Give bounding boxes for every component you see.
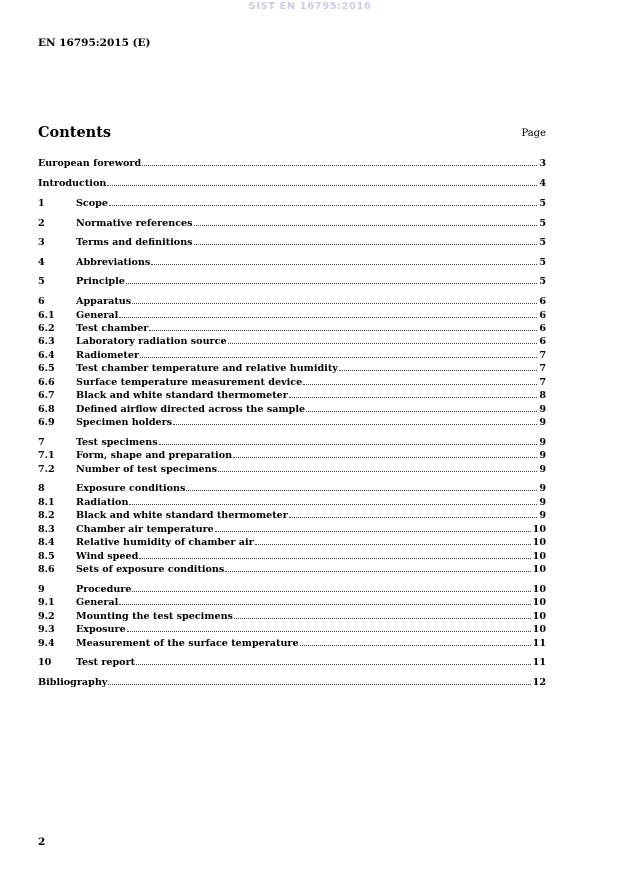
toc-leader-dots [109, 197, 537, 206]
toc-leader-dots [136, 656, 531, 665]
toc-entry-title: Radiation [76, 497, 129, 508]
toc-entry-title: Exposure [76, 624, 126, 635]
toc-entry-title: Terms and definitions [76, 237, 193, 248]
toc-entry-page: 5 [539, 198, 546, 209]
toc-leader-dots [225, 563, 530, 572]
toc-leader-dots [140, 349, 537, 358]
toc-entry-title: Test specimens [76, 437, 158, 448]
toc-leader-dots [218, 463, 537, 472]
toc-leader-dots [306, 403, 537, 412]
toc-entry-page: 9 [539, 483, 546, 494]
toc-entry-number: 8.6 [38, 564, 55, 575]
toc-entry-number: 6.2 [38, 323, 55, 334]
toc-entry-title: Principle [76, 276, 125, 287]
toc-leader-dots [215, 523, 531, 532]
toc-entry[interactable] [38, 536, 546, 549]
toc-entry-title: Exposure conditions [76, 483, 186, 494]
toc-entry[interactable] [38, 275, 546, 288]
toc-entry-title: Relative humidity of chamber air [76, 537, 254, 548]
toc-leader-dots [194, 236, 538, 245]
toc-entry[interactable] [38, 676, 546, 689]
toc-entry[interactable] [38, 256, 546, 269]
toc-entry[interactable] [38, 295, 546, 308]
toc-entry-title: Scope [76, 198, 108, 209]
toc-entry-number: 1 [38, 198, 45, 209]
toc-entry[interactable] [38, 389, 546, 402]
toc-entry-page: 7 [539, 363, 546, 374]
toc-entry-number: 9.1 [38, 597, 55, 608]
toc-entry[interactable] [38, 496, 546, 509]
toc-entry-title: Laboratory radiation source [76, 336, 227, 347]
toc-entry[interactable] [38, 157, 546, 170]
toc-entry-page: 6 [539, 336, 546, 347]
toc-entry-number: 9.4 [38, 638, 55, 649]
toc-entry-page: 10 [532, 537, 546, 548]
toc-entry-page: 11 [532, 638, 546, 649]
watermark: SIST EN 16795:2016 [248, 1, 372, 12]
toc-entry-number: 6.7 [38, 390, 55, 401]
toc-entry-title: Test report [76, 657, 136, 668]
toc-entry[interactable] [38, 449, 546, 462]
toc-entry-title: Normative references [76, 218, 193, 229]
toc-entry-page: 7 [539, 377, 546, 388]
toc-entry-page: 10 [532, 551, 546, 562]
contents-heading: Contents [38, 124, 112, 141]
toc-entry-number: 7 [38, 437, 45, 448]
toc-entry-number: 6.9 [38, 417, 55, 428]
toc-entry-page: 9 [539, 497, 546, 508]
toc-entry-title: Introduction [38, 178, 107, 189]
toc-entry[interactable] [38, 362, 546, 375]
toc-leader-dots [159, 436, 538, 445]
toc-entry-title: Apparatus [76, 296, 132, 307]
toc-entry-number: 7.1 [38, 450, 55, 461]
toc-entry[interactable] [38, 376, 546, 389]
toc-entry-number: 2 [38, 218, 45, 229]
toc-entry-page: 3 [539, 158, 546, 169]
toc-entry-page: 9 [539, 417, 546, 428]
toc-entry[interactable] [38, 583, 546, 596]
toc-entry-number: 8.2 [38, 510, 55, 521]
toc-entry-number: 7.2 [38, 464, 55, 475]
toc-entry-page: 10 [532, 624, 546, 635]
toc-entry-title: Number of test specimens [76, 464, 218, 475]
toc-leader-dots [119, 596, 530, 605]
toc-entry-page: 6 [539, 323, 546, 334]
toc-entry-title: Chamber air temperature [76, 524, 214, 535]
toc-entry-title: Specimen holders [76, 417, 173, 428]
toc-entry-page: 10 [532, 584, 546, 595]
toc-entry-page: 5 [539, 218, 546, 229]
toc-entry[interactable] [38, 596, 546, 609]
toc-leader-dots [255, 536, 531, 545]
toc-entry-title: Surface temperature measurement device [76, 377, 303, 388]
toc-entry-page: 8 [539, 390, 546, 401]
toc-leader-dots [233, 449, 537, 458]
toc-entry-page: 10 [532, 564, 546, 575]
toc-entry[interactable] [38, 335, 546, 348]
toc-entry-number: 6.5 [38, 363, 55, 374]
toc-leader-dots [107, 177, 537, 186]
page-column-header: Page [521, 128, 546, 139]
toc-entry-page: 12 [532, 677, 546, 688]
toc-entry-number: 10 [38, 657, 52, 668]
toc-entry-page: 6 [539, 310, 546, 321]
toc-entry-page: 6 [539, 296, 546, 307]
document-identifier: EN 16795:2015 (E) [38, 37, 151, 49]
toc-entry-title: Sets of exposure conditions [76, 564, 225, 575]
toc-entry[interactable] [38, 482, 546, 495]
toc-leader-dots [142, 157, 537, 166]
toc-entry-number: 6 [38, 296, 45, 307]
toc-entry-title: Radiometer [76, 350, 140, 361]
toc-leader-dots [126, 275, 537, 284]
toc-entry-page: 5 [539, 237, 546, 248]
toc-leader-dots [139, 550, 530, 559]
toc-entry[interactable] [38, 349, 546, 362]
toc-entry-title: Measurement of the surface temperature [76, 638, 299, 649]
toc-entry-page: 11 [532, 657, 546, 668]
toc-leader-dots [289, 389, 538, 398]
toc-entry-number: 9 [38, 584, 45, 595]
toc-entry-page: 9 [539, 450, 546, 461]
toc-entry[interactable] [38, 637, 546, 650]
toc-entry-title: Wind speed [76, 551, 139, 562]
toc-leader-dots [119, 309, 537, 318]
toc-entry-number: 9.3 [38, 624, 55, 635]
toc-entry-title: General [76, 597, 119, 608]
toc-entry-number: 6.4 [38, 350, 55, 361]
toc-entry-page: 10 [532, 524, 546, 535]
toc-entry-number: 3 [38, 237, 45, 248]
toc-entry-number: 6.3 [38, 336, 55, 347]
toc-entry-number: 8.4 [38, 537, 55, 548]
toc-entry-page: 9 [539, 464, 546, 475]
toc-entry-page: 5 [539, 276, 546, 287]
toc-entry-number: 8.1 [38, 497, 55, 508]
toc-entry[interactable] [38, 416, 546, 429]
toc-entry[interactable] [38, 217, 546, 230]
toc-entry-number: 6.1 [38, 310, 55, 321]
toc-entry-title: Black and white standard thermometer [76, 390, 288, 401]
toc-entry[interactable] [38, 177, 546, 190]
toc-entry-title: Abbreviations [76, 257, 151, 268]
toc-entry-title: Form, shape and preparation [76, 450, 233, 461]
toc-entry[interactable] [38, 322, 546, 335]
toc-entry[interactable] [38, 436, 546, 449]
toc-entry[interactable] [38, 563, 546, 576]
toc-entry-number: 5 [38, 276, 45, 287]
toc-entry[interactable] [38, 550, 546, 563]
toc-leader-dots [339, 362, 537, 371]
toc-entry-page: 9 [539, 437, 546, 448]
toc-entry-number: 8.3 [38, 524, 55, 535]
toc-entry-number: 6.8 [38, 404, 55, 415]
toc-entry-title: Bibliography [38, 677, 108, 688]
toc-entry-title: Test chamber temperature and relative humidity [76, 363, 338, 374]
toc-entry[interactable] [38, 197, 546, 210]
toc-leader-dots [303, 376, 537, 385]
toc-entry-number: 4 [38, 257, 45, 268]
toc-entry-page: 5 [539, 257, 546, 268]
toc-entry[interactable] [38, 309, 546, 322]
toc-entry-page: 9 [539, 510, 546, 521]
toc-leader-dots [129, 496, 537, 505]
toc-entry-page: 10 [532, 611, 546, 622]
toc-entry[interactable] [38, 509, 546, 522]
toc-leader-dots [132, 583, 530, 592]
toc-entry-title: Mounting the test specimens [76, 611, 233, 622]
toc-leader-dots [173, 416, 537, 425]
toc-entry-title: General [76, 310, 119, 321]
toc-entry-number: 6.6 [38, 377, 55, 388]
toc-leader-dots [289, 509, 538, 518]
toc-entry[interactable] [38, 656, 546, 669]
toc-entry-page: 9 [539, 404, 546, 415]
toc-leader-dots [228, 335, 538, 344]
toc-leader-dots [194, 217, 538, 226]
toc-entry[interactable] [38, 623, 546, 636]
toc-entry-number: 9.2 [38, 611, 55, 622]
toc-entry-title: Test chamber [76, 323, 149, 334]
toc-entry-page: 7 [539, 350, 546, 361]
toc-entry-title: Defined airflow directed across the sample [76, 404, 306, 415]
toc-entry[interactable] [38, 463, 546, 476]
toc-leader-dots [127, 623, 531, 632]
toc-leader-dots [108, 676, 530, 685]
toc-entry[interactable] [38, 403, 546, 416]
toc-leader-dots [151, 256, 537, 265]
toc-leader-dots [149, 322, 537, 331]
toc-entry-title: Black and white standard thermometer [76, 510, 288, 521]
toc-entry[interactable] [38, 523, 546, 536]
toc-entry-title: Procedure [76, 584, 132, 595]
toc-entry-page: 4 [539, 178, 546, 189]
toc-entry-number: 8 [38, 483, 45, 494]
toc-leader-dots [186, 482, 537, 491]
toc-leader-dots [300, 637, 531, 646]
toc-entry-page: 10 [532, 597, 546, 608]
toc-leader-dots [132, 295, 537, 304]
toc-leader-dots [234, 610, 531, 619]
toc-entry-title: European foreword [38, 158, 142, 169]
toc-entry-number: 8.5 [38, 551, 55, 562]
page-number: 2 [38, 836, 46, 848]
toc-entry[interactable] [38, 610, 546, 623]
toc-entry[interactable] [38, 236, 546, 249]
